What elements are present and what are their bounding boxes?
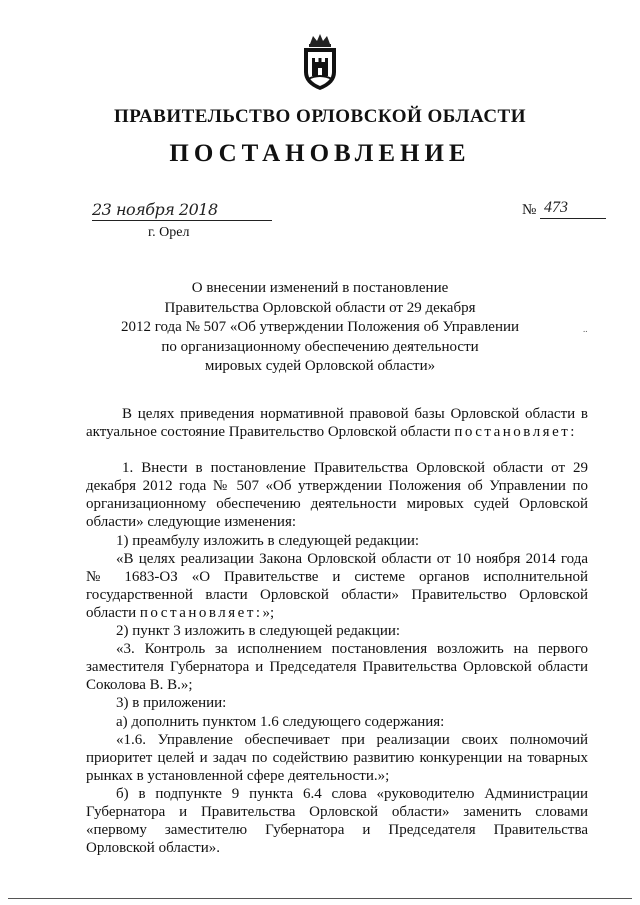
document-body bbox=[86, 405, 588, 857]
item-paragraph: 3) в приложении: bbox=[116, 695, 227, 712]
city-label: г. Орел bbox=[148, 225, 190, 240]
item-text: «В целях реализации Закона Орловской области от 10 ноября 2014 года № 1683-ОЗ «О Правительстве и системе органов исполнительной государственной власти Орловской области» Правительство Орловской области bbox=[86, 550, 588, 621]
preamble-keyword: постановляет: bbox=[454, 424, 577, 441]
item-paragraph: «1.6. Управление обеспечивает при реализации своих полномочий приоритет целей и задач по содействию развитию конкуренции на товарных рынках в установленной сфере деятельности.»; bbox=[86, 731, 588, 784]
title-line: 2012 года № 507 «Об утверждении Положения об Управлении bbox=[120, 319, 520, 335]
handwritten-date: 23 ноября 2018 bbox=[92, 200, 272, 221]
page-bottom-edge bbox=[8, 898, 632, 899]
handwritten-number: 473 bbox=[540, 198, 606, 219]
item-paragraph: 2) пункт 3 изложить в следующей редакции: bbox=[116, 623, 401, 640]
margin-mark: .. bbox=[583, 324, 588, 334]
number-label: № bbox=[522, 202, 537, 218]
item-paragraph: «3. Контроль за исполнением постановления возложить на первого заместителя Губернатора и Председателя Правительства Орловской области Соколова В. В.»; bbox=[86, 641, 588, 694]
coat-of-arms-icon bbox=[298, 32, 342, 92]
item-paragraph bbox=[86, 550, 588, 622]
preamble-paragraph bbox=[86, 405, 588, 441]
item-keyword: постановляет: bbox=[139, 604, 263, 621]
item-paragraph: б) в подпункте 9 пункта 6.4 слова «руководителю Администрации Губернатора и Правительства Орловской области» заменить словами «первому заместителю Губернатора и Председателя Правительства Орловской области». bbox=[86, 785, 588, 857]
title-line: Правительства Орловской области от 29 декабря bbox=[164, 299, 476, 316]
document-type: ПОСТАНОВЛЕНИЕ bbox=[169, 140, 471, 167]
item-text-end: »; bbox=[262, 604, 275, 621]
title-line: по организационному обеспечению деятельности bbox=[161, 338, 479, 355]
item-paragraph: 1) преамбулу изложить в следующей редакции: bbox=[116, 532, 420, 549]
item-paragraph: 1. Внести в постановление Правительства Орловской области от 29 декабря 2012 года № 507 «Об утверждении Положения об Управлении по организационному обеспечению деятельности мировых судей Орловской области» следующие изменения: bbox=[86, 460, 588, 531]
preamble-text: В целях приведения нормативной правовой базы Орловской области в актуальное состояние Правительство Орловской области bbox=[86, 406, 588, 441]
document-title bbox=[0, 279, 640, 377]
item-paragraph: а) дополнить пунктом 1.6 следующего содержания: bbox=[116, 713, 445, 730]
organization-name: ПРАВИТЕЛЬСТВО ОРЛОВСКОЙ ОБЛАСТИ bbox=[113, 106, 526, 127]
title-line: мировых судей Орловской области» bbox=[204, 358, 436, 374]
title-line: О внесении изменений в постановление bbox=[191, 280, 449, 296]
